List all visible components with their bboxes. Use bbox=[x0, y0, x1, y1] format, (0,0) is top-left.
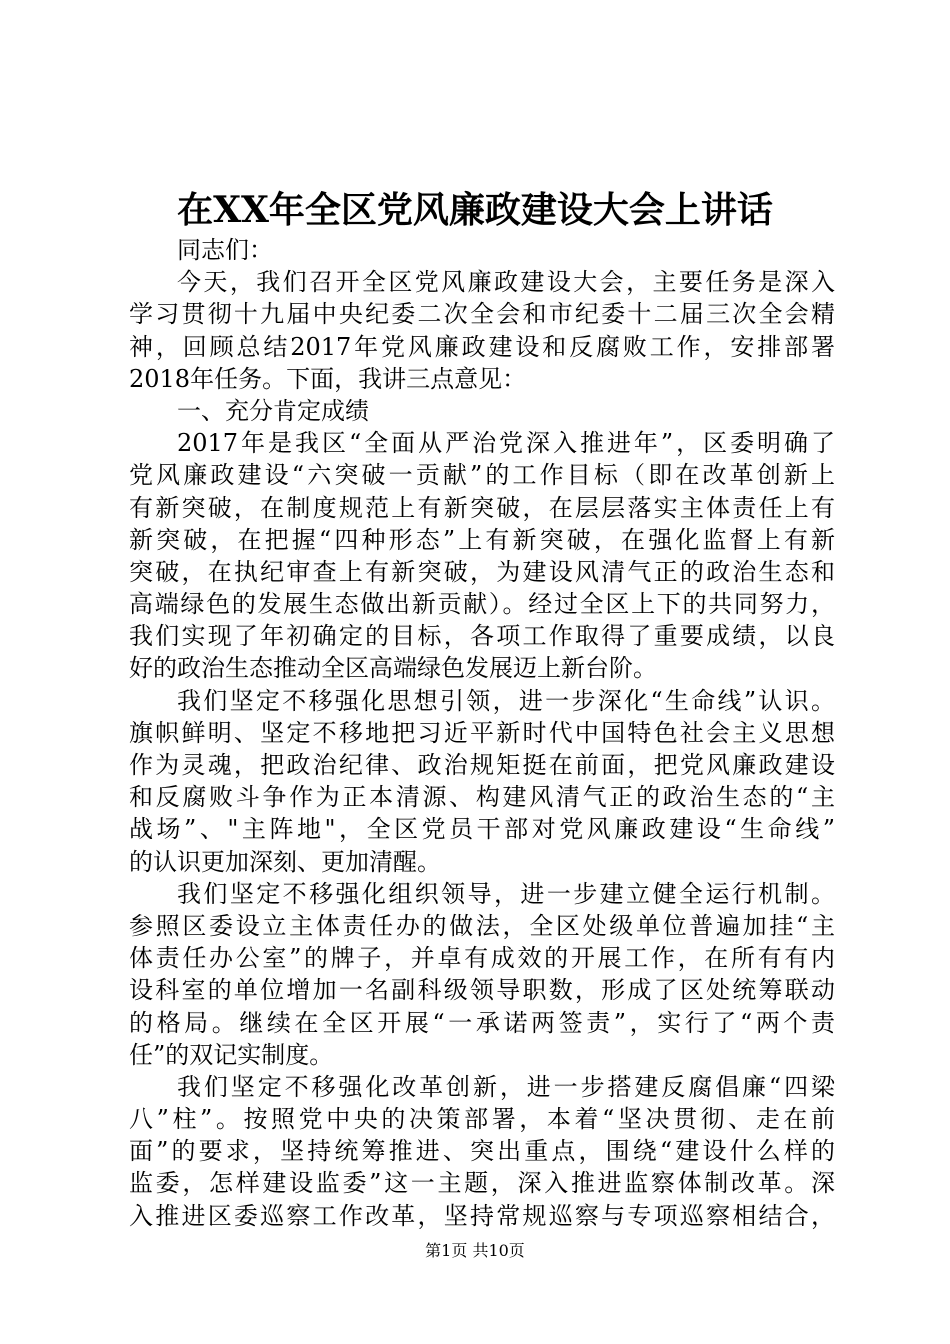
text-line: 战场”、"主阵地"，全区党员干部对党风廉政建设“生命线” bbox=[129, 815, 835, 844]
text-line: 的认识更加深刻、更加清醒。 bbox=[129, 847, 441, 876]
section-heading: 一、充分肯定成绩 bbox=[177, 396, 369, 425]
text-line: 旗帜鲜明、坚定不移地把习近平新时代中国特色社会主义思想 bbox=[129, 718, 835, 747]
text-line: 体责任办公室”的牌子，并卓有成效的开展工作，在所有有内 bbox=[129, 944, 835, 973]
text-line: 我们坚定不移强化改革创新，进一步搭建反腐倡廉“四梁 bbox=[177, 1072, 835, 1101]
text-line: 好的政治生态推动全区高端绿色发展迈上新台阶。 bbox=[129, 654, 657, 683]
page-number-footer: 第1页 共10页 bbox=[425, 1241, 525, 1260]
text-line: 2017年是我区“全面从严治党深入推进年”，区委明确了 bbox=[177, 429, 835, 458]
text-line: 监委，怎样建设监委”这一主题，深入推进监察体制改革。深 bbox=[129, 1169, 835, 1198]
text-line: 任”的双记实制度。 bbox=[129, 1040, 334, 1069]
text-line: 2018年任务。下面，我讲三点意见： bbox=[129, 364, 527, 393]
text-line: 高端绿色的发展生态做出新贡献）。经过全区上下的共同努力， bbox=[129, 590, 835, 619]
text-line: 党风廉政建设“六突破一贡献”的工作目标（即在改革创新上 bbox=[129, 461, 835, 490]
text-line: 今天，我们召开全区党风廉政建设大会，主要任务是深入 bbox=[177, 268, 835, 297]
document-body bbox=[129, 234, 835, 1232]
text-line: 设科室的单位增加一名副科级领导职数，形成了区处统筹联动 bbox=[129, 976, 835, 1005]
text-line: 入推进区委巡察工作改革，坚持常规巡察与专项巡察相结合， bbox=[129, 1201, 835, 1230]
text-line: 面”的要求，坚持统筹推进、突出重点，围绕“建设什么样的 bbox=[129, 1137, 835, 1166]
text-line: 参照区委设立主体责任办的做法，全区处级单位普遍加挂“主 bbox=[129, 911, 835, 940]
text-line: 的格局。继续在全区开展“一承诺两签责”，实行了“两个责 bbox=[129, 1008, 835, 1037]
salutation-line: 同志们： bbox=[177, 236, 273, 264]
document-title: 在XX年全区党风廉政建设大会上讲话 bbox=[177, 189, 773, 231]
text-line: 我们坚定不移强化思想引领，进一步深化“生命线”认识。 bbox=[177, 686, 835, 715]
text-line: 学习贯彻十九届中央纪委二次全会和市纪委十二届三次全会精 bbox=[129, 300, 835, 329]
text-line: 作为灵魂，把政治纪律、政治规矩挺在前面，把党风廉政建设 bbox=[129, 751, 835, 779]
text-line: 新突破，在把握“四种形态”上有新突破，在强化监督上有新 bbox=[129, 525, 835, 554]
text-line: 和反腐败斗争作为正本清源、构建风清气正的政治生态的“主 bbox=[129, 783, 835, 812]
text-line: 有新突破，在制度规范上有新突破，在层层落实主体责任上有 bbox=[129, 493, 835, 522]
text-line: 我们实现了年初确定的目标，各项工作取得了重要成绩，以良 bbox=[129, 622, 835, 651]
text-line: 八”柱”。按照党中央的决策部署，本着“坚决贯彻、走在前 bbox=[129, 1105, 835, 1134]
text-line: 神，回顾总结2017年党风廉政建设和反腐败工作，安排部署 bbox=[129, 332, 835, 361]
text-line: 突破，在执纪审查上有新突破，为建设风清气正的政治生态和 bbox=[129, 557, 835, 586]
text-line: 我们坚定不移强化组织领导，进一步建立健全运行机制。 bbox=[177, 879, 835, 908]
